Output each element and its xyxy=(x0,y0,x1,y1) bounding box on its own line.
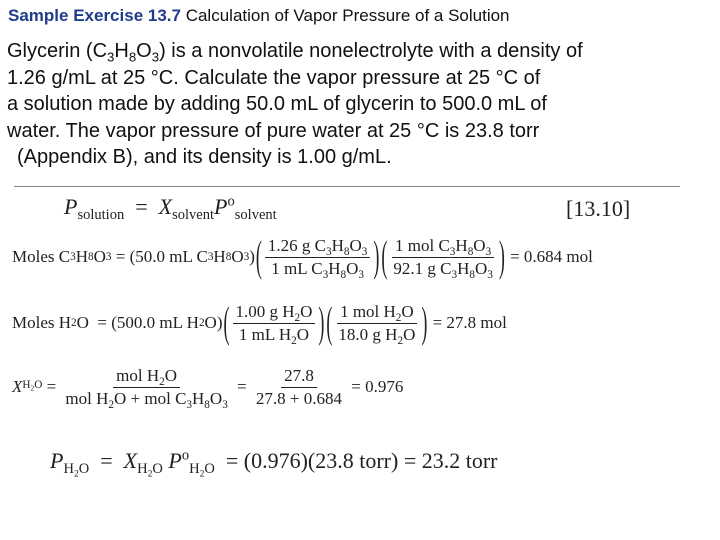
moles-glycerin-equation: Moles C 3 H 8 O 3 = (50.0 mL C 3 H 8 O 3 ) ( $\frac{1.26 g C_3H_8O_3}{1 mL C_3H_8O_3}$ ) ( $\frac{1 mol C_3H_8O_3}{92.1 g C_3H_8O_3}$ ) = 0.684 mol xyxy=(12,231,593,281)
molar-mass-fraction-glycerin: $\frac{1 mol C_3H_8O_3}{92.1 g C_3H_8O_3}$ xyxy=(393,236,493,281)
density-fraction-water: $\frac{1.00 g H_2O}{1 mL H_2O}$ xyxy=(233,302,316,344)
problem-line-1: Glycerin $(C_3H_8O_3)$ is a nonvolatile nonelectrolyte with a density of xyxy=(7,40,583,65)
problem-line-2: 1.26 g/mL at 25 °C. Calculate the vapor pressure at 25 °C of xyxy=(7,66,541,89)
exercise-title xyxy=(8,6,510,26)
equation-reference: [13.10] xyxy=(566,196,631,221)
molar-mass-fraction-water: $\frac{1 mol H_2O}{18.0 g H_2O}$ xyxy=(338,302,416,347)
mole-fraction-numeric: $\frac{27.8}{27.8 + 0.684}$ xyxy=(255,366,342,408)
problem-statement xyxy=(7,38,713,171)
mole-fraction-symbolic: $\frac{mol H_2O}{mol H_2O + mol C_3H_8O_3}$ xyxy=(65,366,228,411)
exercise-label: Sample Exercise 13.7 xyxy=(8,6,181,25)
mole-fraction-equation: X $H_2O$ = $\frac{mol H_2O}{mol H_2O + mol C_3H_8O_3}$ = $\frac{27.8}{27.8 + 0.684}$ = 0.976 xyxy=(12,366,404,411)
problem-line-3: a solution made by adding 50.0 mL of glycerin to 500.0 mL of xyxy=(7,93,547,115)
density-fraction-glycerin: $\frac{1.26 g C_3H_8O_3}{1 mL C_3H_8O_3}$ xyxy=(265,236,370,278)
final-vapor-pressure-equation: $P_{H_2O} = X_{H_2O}$ $P^o_{H_2O} = (0.976)(23.8$ torr) = 23.2 torr xyxy=(50,447,498,480)
problem-line-4: water. The vapor pressure of pure water at 25 °C is 23.8 torr xyxy=(7,119,540,142)
raoult-law-equation: $P_{solution} = X_{solvent}P^o_{solvent}$ xyxy=(64,193,277,224)
divider xyxy=(14,186,680,187)
exercise-heading: Calculation of Vapor Pressure of a Solution xyxy=(185,6,510,25)
problem-line-5: (Appendix B), and its density is 1.00 g/mL. xyxy=(17,146,392,168)
moles-water-equation: Moles H 2 O = (500.0 mL H 2 O) ( $\frac{1.00 g H_2O}{1 mL H_2O}$ ) ( $\frac{1 mol H_2O}{18.0 g H_2O}$ ) = 27.8 mol xyxy=(12,297,507,347)
